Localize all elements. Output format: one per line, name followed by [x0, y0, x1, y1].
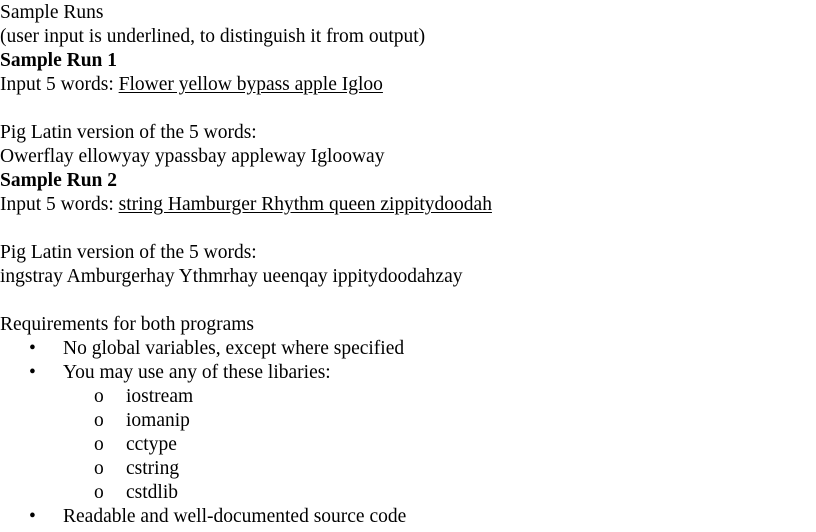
sample-run-2-user-input: string Hamburger Rhythm queen zippitydoodah [118, 194, 492, 215]
sample-run-1-input-line [0, 73, 816, 97]
library-name: iomanip [126, 410, 190, 431]
requirement-text: Readable and well-documented source code [63, 506, 407, 527]
library-item [0, 481, 816, 505]
requirement-item [0, 505, 816, 529]
requirement-item [0, 361, 816, 385]
bullet-icon: • [29, 506, 36, 527]
library-name: cstring [126, 458, 180, 479]
blank-line [0, 217, 816, 241]
sub-bullet-icon: o [94, 458, 104, 479]
library-item [0, 457, 816, 481]
blank-line [0, 289, 816, 313]
sample-run-1-user-input: Flower yellow bypass apple Igloo [118, 74, 383, 95]
sample-run-1-title: Sample Run 1 [0, 50, 118, 71]
sub-bullet-icon: o [94, 386, 104, 407]
bullet-icon: • [29, 338, 36, 359]
sample-runs-heading: Sample Runs [0, 2, 104, 23]
sub-bullet-icon: o [94, 482, 104, 503]
sub-bullet-icon: o [94, 410, 104, 431]
sample-run-2-result: ingstray Amburgerhay Ythmrhay ueenqay ippitydoodahzay [0, 266, 463, 287]
sample-run-2-prompt: Input 5 words: [0, 194, 119, 215]
sample-run-2-title: Sample Run 2 [0, 170, 118, 191]
sample-run-1-result: Owerflay ellowyay ypassbay appleway Iglooway [0, 146, 385, 167]
document [0, 1, 816, 529]
library-name: cctype [126, 434, 177, 455]
library-name: iostream [126, 386, 194, 407]
library-item [0, 409, 816, 433]
sub-bullet-icon: o [94, 434, 104, 455]
library-item [0, 385, 816, 409]
bullet-icon: • [29, 362, 36, 383]
sample-runs-note: (user input is underlined, to distinguish it from output) [0, 26, 426, 47]
requirements-title: Requirements for both programs [0, 314, 254, 335]
sample-run-2-result-label: Pig Latin version of the 5 words: [0, 242, 257, 263]
requirement-item [0, 337, 816, 361]
library-item [0, 433, 816, 457]
blank-line [0, 97, 816, 121]
library-name: cstdlib [126, 482, 178, 503]
requirement-text: You may use any of these libaries: [63, 362, 331, 383]
requirement-text: No global variables, except where specified [63, 338, 405, 359]
sample-run-1-result-label: Pig Latin version of the 5 words: [0, 122, 257, 143]
sample-run-1-prompt: Input 5 words: [0, 74, 119, 95]
sample-run-2-input-line [0, 193, 816, 217]
